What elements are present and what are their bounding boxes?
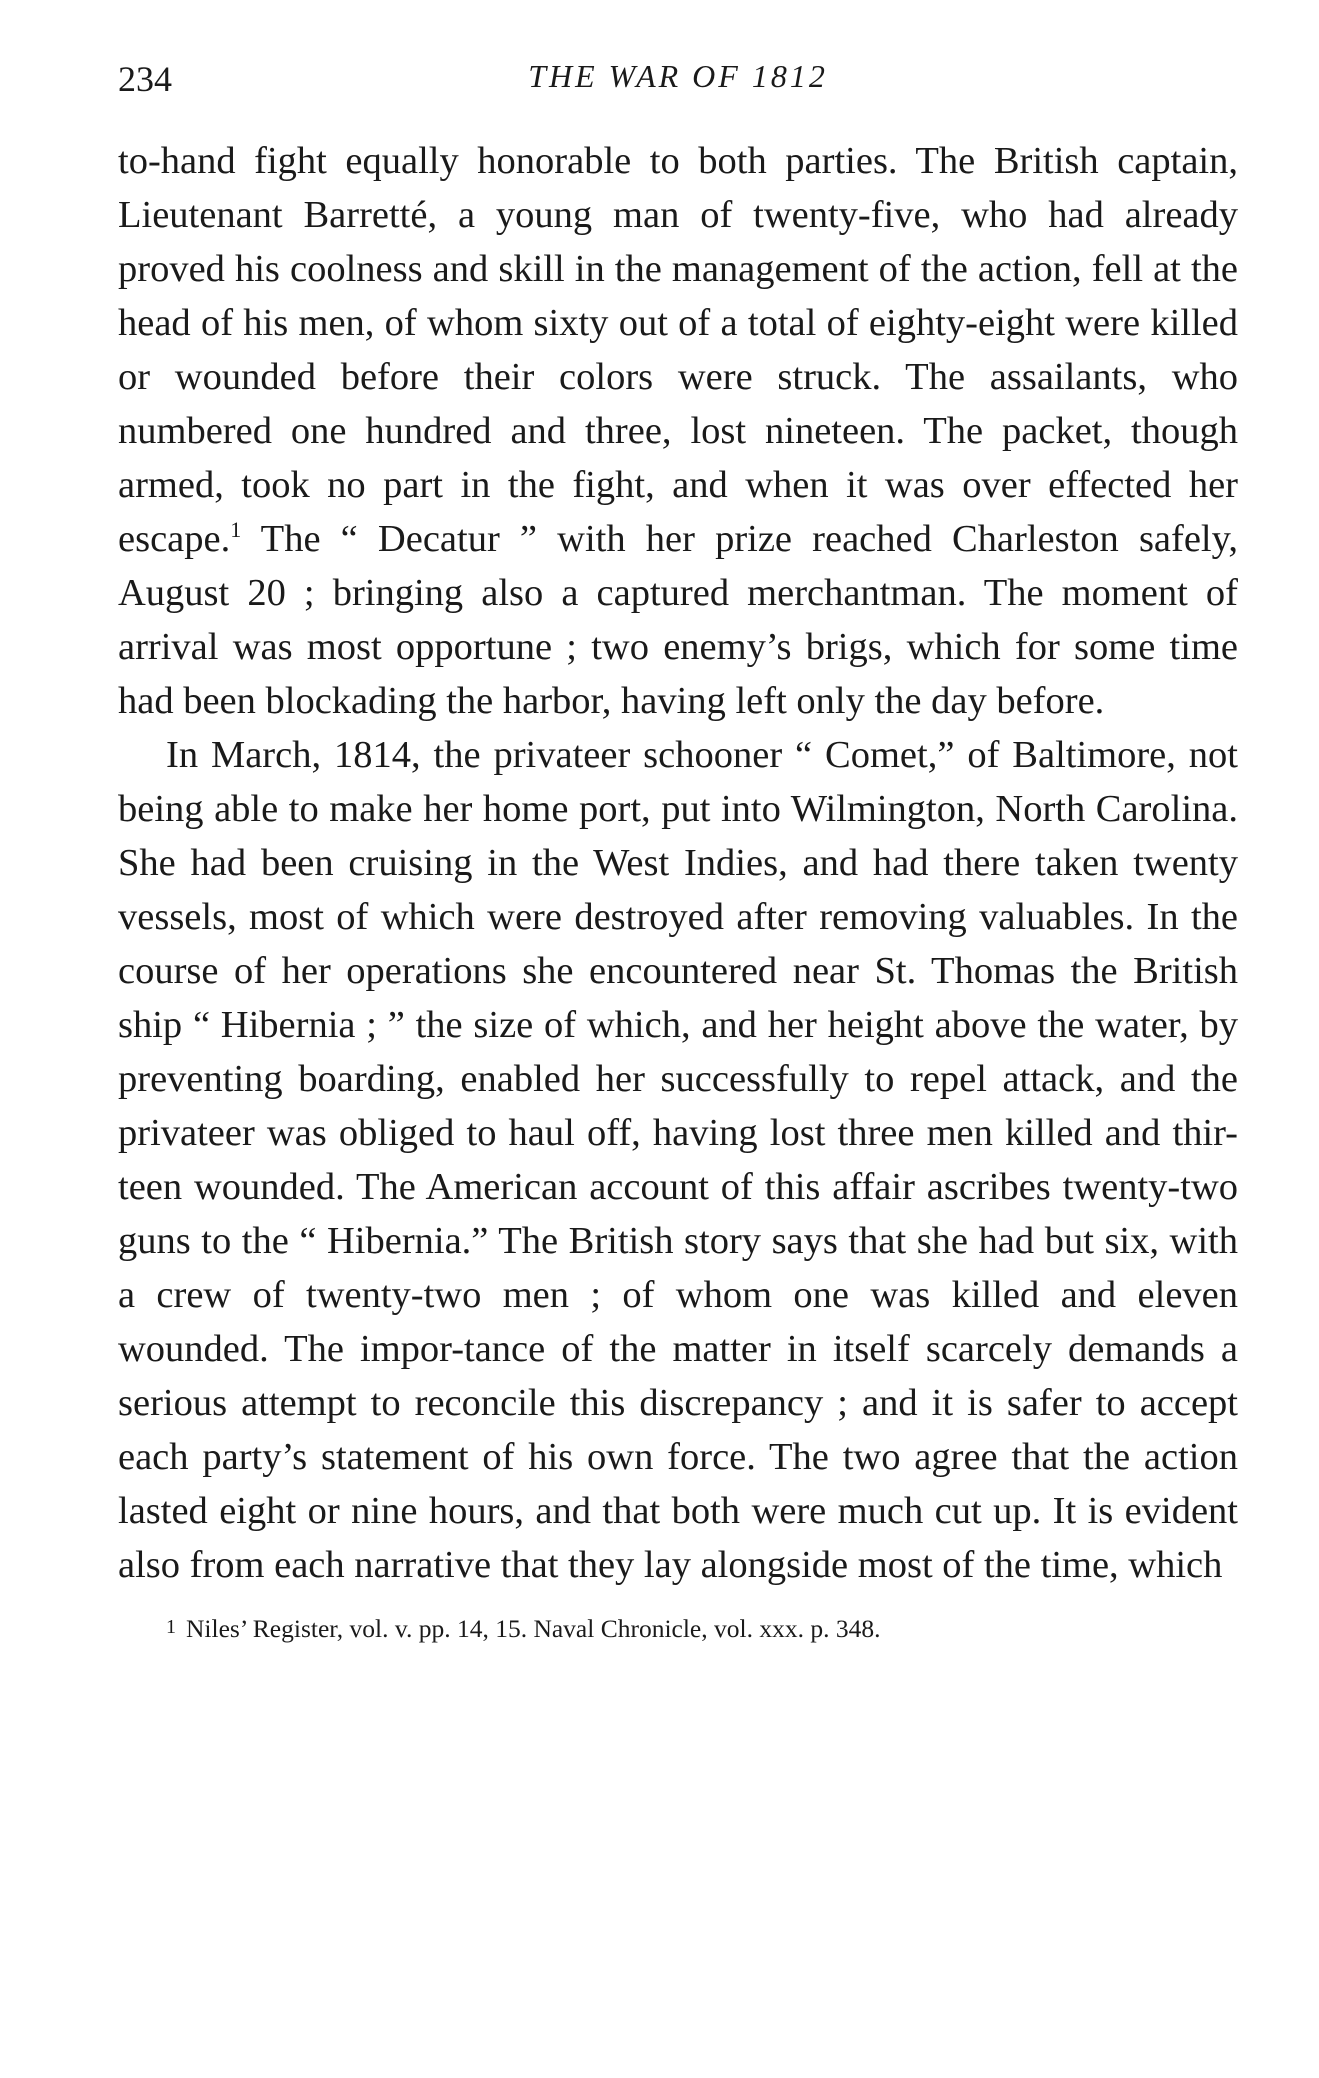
- paragraph-1-text-after-ref: The “ Decatur ” with her prize reached Charleston safely, August 20 ; bringing also a captured merchantman. The moment of arrival was most opportune ; two enemy’s brigs, which for some time had been blockading the harbor, having left only the day before.: [118, 518, 1238, 722]
- running-head: [118, 52, 1238, 112]
- paragraph-continued: [118, 134, 1238, 728]
- footnote-mark: 1: [166, 1616, 176, 1638]
- page-number: 234: [118, 59, 172, 99]
- paragraph-comet: In March, 1814, the privateer schooner “ Comet,” of Baltimore, not being able to make her home port, put into Wilmington, North Carolina. She had been cruising in the West Indies, and had there taken twenty vessels, most of which were destroyed after removing valuables. In the course of her operations she encountered near St. Thomas the British ship “ Hibernia ; ” the size of which, and her height above the water, by preventing boarding, enabled her successfully to repel attack, and the privateer was obliged to haul off, having lost three men killed and thir-teen wounded. The American account of this affair ascribes twenty-two guns to the “ Hibernia.” The British story says that she had but six, with a crew of twenty-two men ; of whom one was killed and eleven wounded. The impor-tance of the matter in itself scarcely demands a serious attempt to reconcile this discrepancy ; and it is safer to accept each party’s statement of his own force. The two agree that the action lasted eight or nine hours, and that both were much cut up. It is evident also from each narrative that they lay alongside most of the time, which: [118, 734, 1238, 1586]
- running-title: THE WAR OF 1812: [528, 58, 828, 94]
- footnote: [118, 1610, 1238, 1646]
- paragraph-1-text-before-ref: to-hand fight equally honorable to both parties. The British captain, Lieutenant Barretté, a young man of twenty-five, who had already proved his coolness and skill in the management of the action, fell at the head of his men, of whom sixty out of a total of eighty-eight were killed or wounded before their colors were struck. The assailants, who numbered one hundred and three, lost nineteen. The packet, though armed, took no part in the fight, and when it was over effected her escape.: [118, 140, 1238, 560]
- footnote-text: Niles’ Register, vol. v. pp. 14, 15. Naval Chronicle, vol. xxx. p. 348.: [186, 1614, 881, 1643]
- book-page: [118, 52, 1238, 1646]
- footnote-reference: 1: [230, 517, 242, 543]
- body-text: [118, 134, 1238, 1592]
